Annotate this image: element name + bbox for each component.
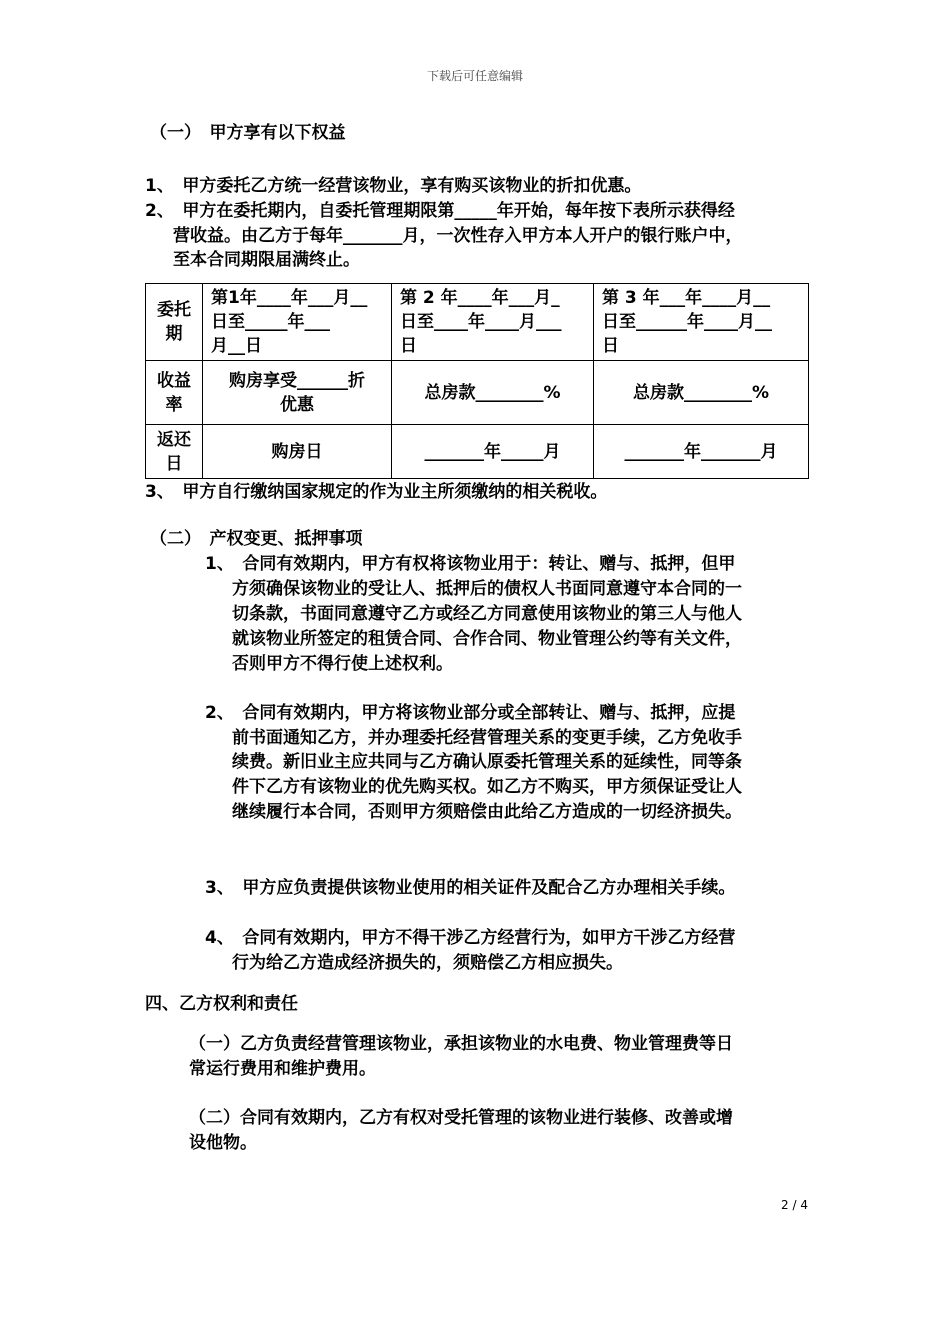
return-year3-cell: _______年_______月 [594, 425, 809, 479]
section-two-item2-line5: 继续履行本合同，否则甲方须赔偿由此给乙方造成的一切经济损失。 [232, 802, 742, 822]
section-two-item1-line1: 1、 合同有效期内，甲方有权将该物业用于：转让、赠与、抵押，但甲 [205, 554, 736, 574]
section-one-item2-line1: 2、 甲方在委托期内，自委托管理期限第_____年开始，每年按下表所示获得经 [145, 201, 735, 221]
table-row [146, 284, 809, 361]
page-number: 2 / 4 [781, 1198, 808, 1212]
section-four-para2-line2: 设他物。 [189, 1133, 257, 1153]
section-one-item3: 3、 甲方自行缴纳国家规定的作为业主所须缴纳的相关税收。 [145, 482, 608, 502]
section-two-item1-line5: 否则甲方不得行使上述权利。 [232, 654, 453, 674]
period-year2-cell: 第 2 年____年___月_ 日至____年____月___ 日 [392, 284, 594, 361]
period-year1-cell: 第1年____年___月__ 日至_____年___ 月__日 [203, 284, 392, 361]
section-four-para2-line1: （二）合同有效期内，乙方有权对受托管理的该物业进行装修、改善或增 [189, 1108, 733, 1128]
section-two-item2-line1: 2、 合同有效期内，甲方将该物业部分或全部转让、赠与、抵押，应提 [205, 703, 736, 723]
section-two-item3: 3、 甲方应负责提供该物业使用的相关证件及配合乙方办理相关手续。 [205, 878, 736, 898]
section-two-title: （二） 产权变更、抵押事项 [150, 529, 363, 549]
table-row [146, 425, 809, 479]
row-header-return: 返还 日 [146, 425, 203, 479]
section-two-item2-line4: 件下乙方有该物业的优先购买权。如乙方不购买，甲方须保证受让人 [232, 777, 742, 797]
row-header-yield: 收益 率 [146, 361, 203, 425]
return-year2-cell: _______年_____月 [392, 425, 594, 479]
section-two-item2-line3: 续费。新旧业主应共同与乙方确认原委托管理关系的延续性，同等条 [232, 752, 742, 772]
section-one-item1: 1、 甲方委托乙方统一经营该物业，享有购买该物业的折扣优惠。 [145, 176, 642, 196]
section-two-item2-line2: 前书面通知乙方，并办理委托经营管理关系的变更手续，乙方免收手 [232, 728, 742, 748]
yield-year2-cell: 总房款________% [392, 361, 594, 425]
table-row [146, 361, 809, 425]
row-header-period: 委托 期 [146, 284, 203, 361]
section-one-title: （一） 甲方享有以下权益 [150, 123, 346, 143]
section-two-item4-line2: 行为给乙方造成经济损失的，须赔偿乙方相应损失。 [232, 953, 623, 973]
section-two-item4-line1: 4、 合同有效期内，甲方不得干涉乙方经营行为，如甲方干涉乙方经营 [205, 928, 736, 948]
section-one-item2-line2: 营收益。由乙方于每年_______月，一次性存入甲方本人开户的银行账户中， [173, 226, 743, 246]
section-four-para1-line1: （一）乙方负责经营管理该物业，承担该物业的水电费、物业管理费等日 [189, 1034, 733, 1054]
section-two-item1-line2: 方须确保该物业的受让人、抵押后的债权人书面同意遵守本合同的一 [232, 579, 742, 599]
section-four-title: 四、乙方权利和责任 [145, 994, 298, 1014]
yield-table [145, 283, 808, 475]
header-watermark: 下载后可任意编辑 [426, 69, 523, 83]
period-year3-cell: 第 3 年___年____月__ 日至______年____月__ 日 [594, 284, 809, 361]
yield-year3-cell: 总房款________% [594, 361, 809, 425]
section-one-item2-line3: 至本合同期限届满终止。 [173, 250, 360, 270]
section-two-item1-line4: 就该物业所签定的租赁合同、合作合同、物业管理公约等有关文件， [232, 629, 742, 649]
section-four-para1-line2: 常运行费用和维护费用。 [189, 1059, 376, 1079]
return-year1-cell: 购房日 [203, 425, 392, 479]
section-two-item1-line3: 切条款，书面同意遵守乙方或经乙方同意使用该物业的第三人与他人 [232, 604, 742, 624]
yield-year1-cell: 购房享受______折 优惠 [203, 361, 392, 425]
